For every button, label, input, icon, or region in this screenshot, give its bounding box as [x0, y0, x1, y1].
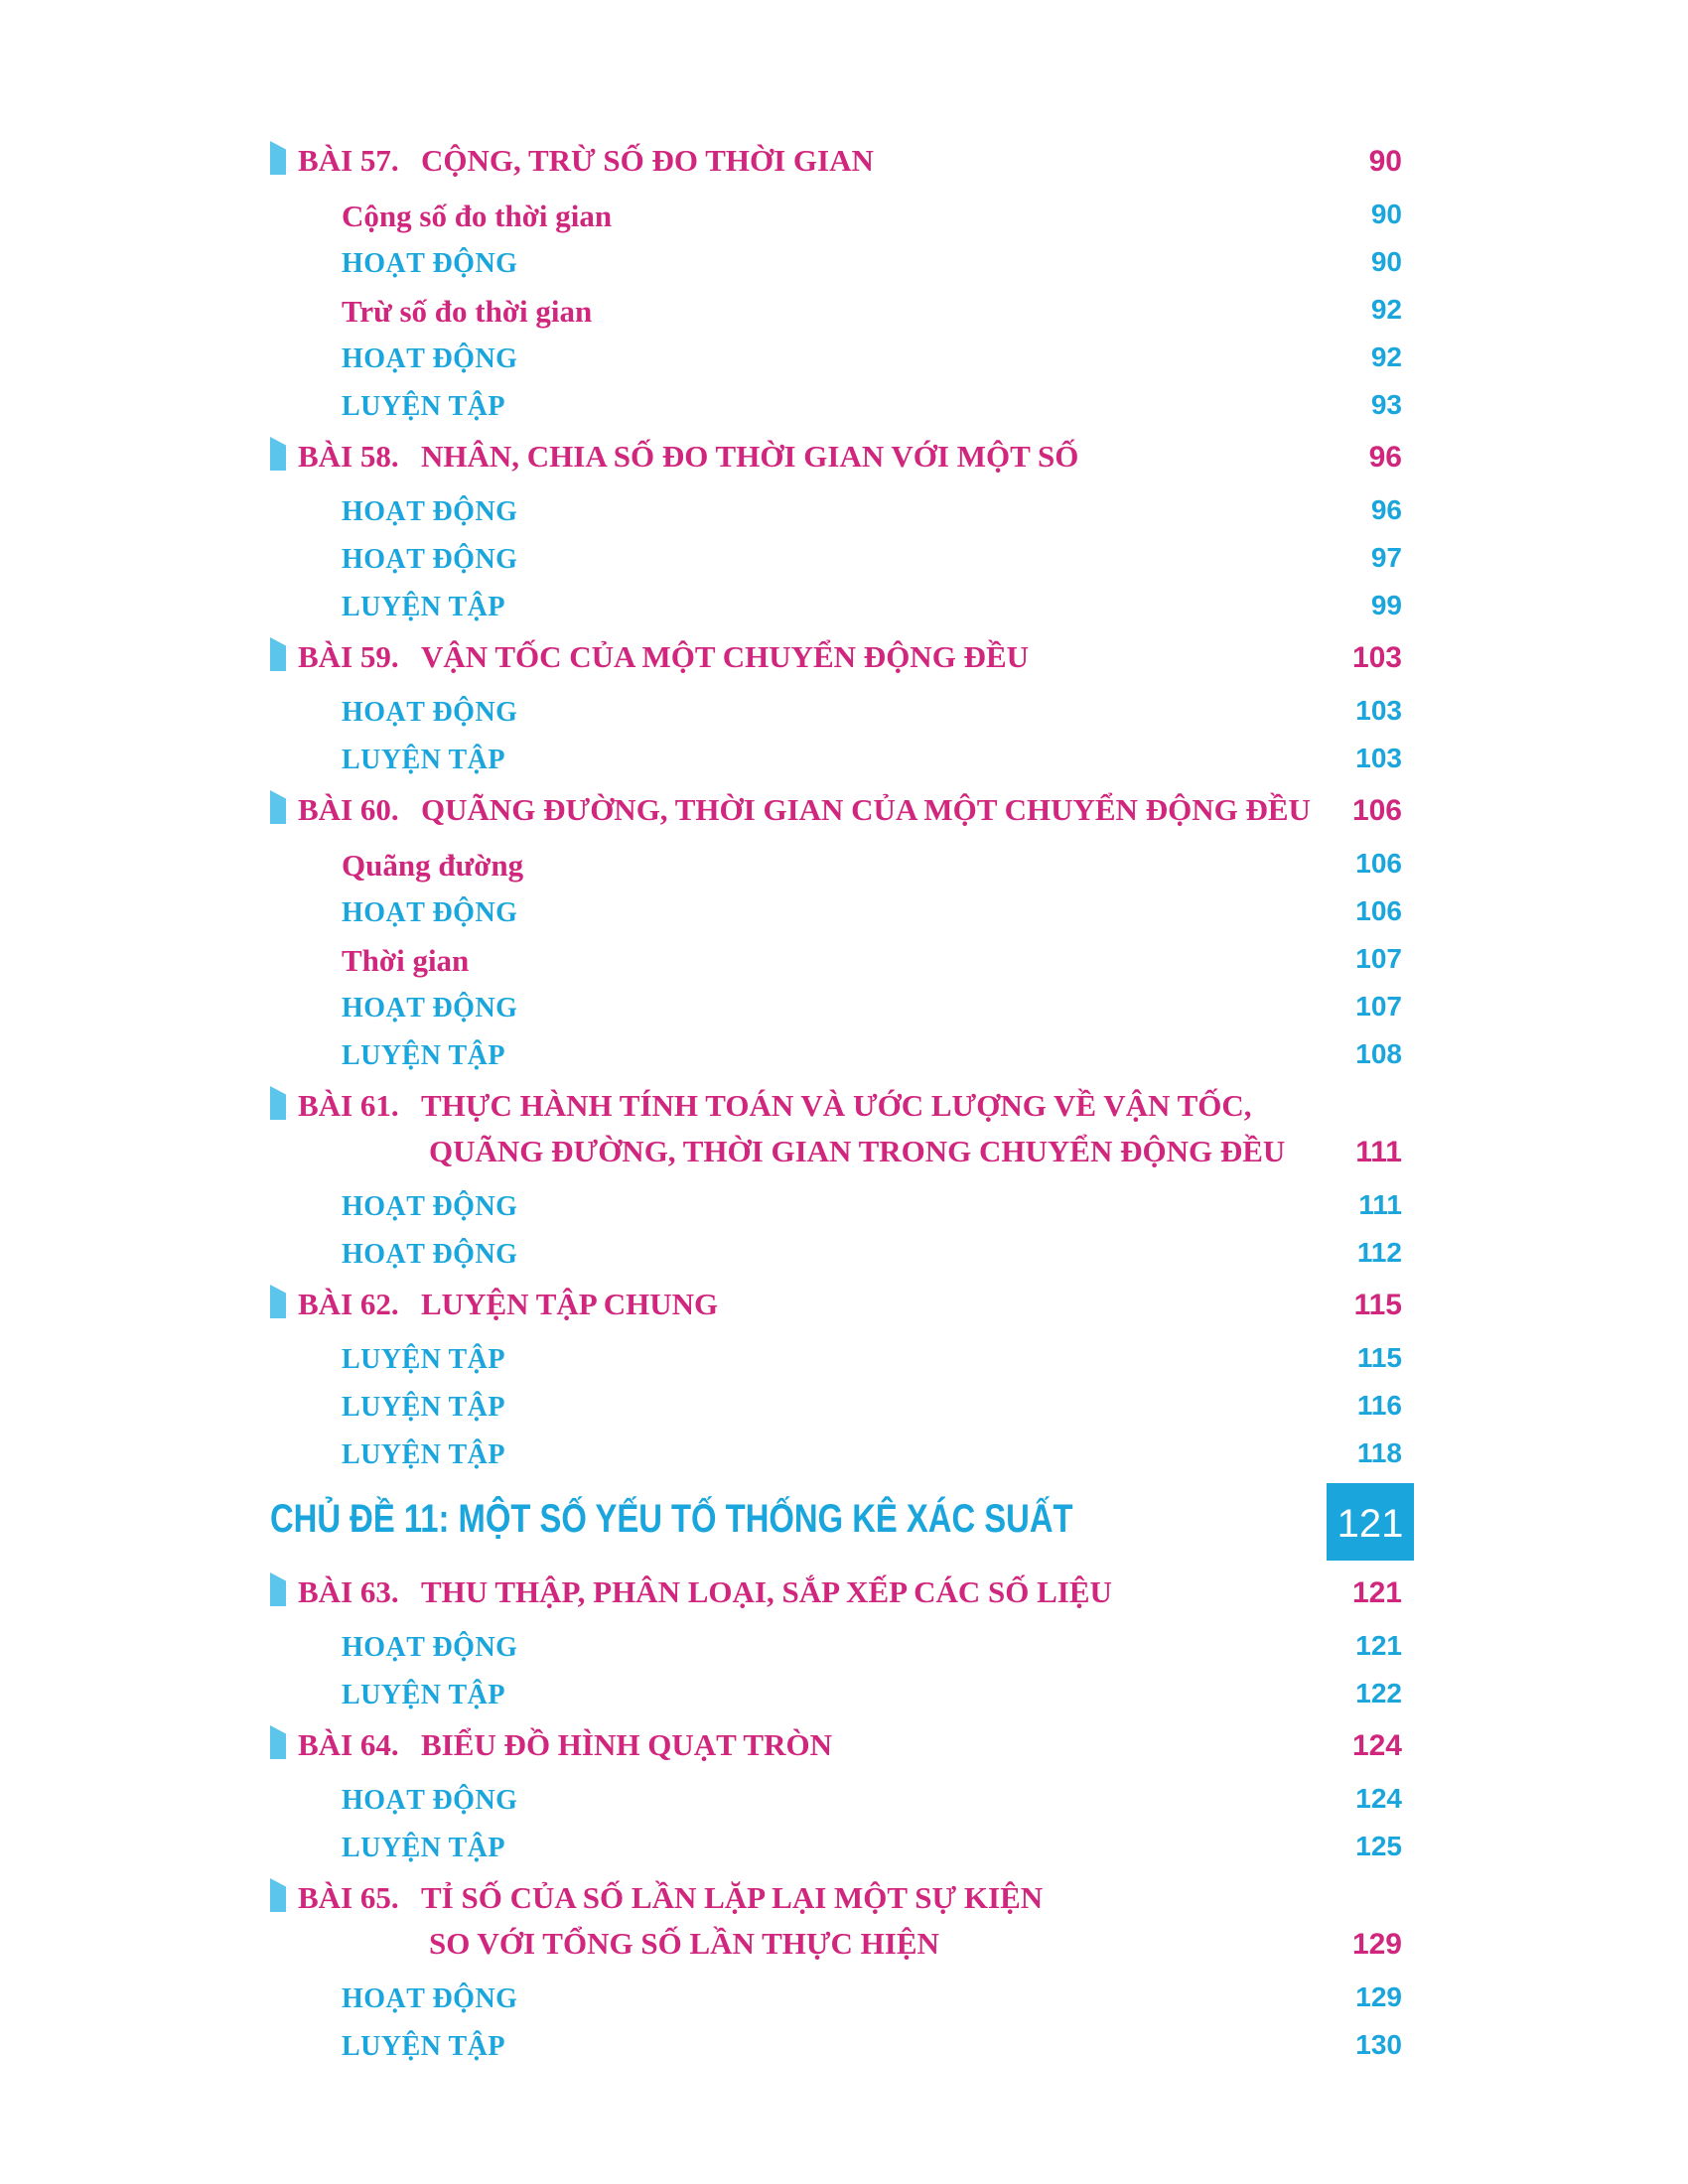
item-page: 122 [1355, 1678, 1402, 1708]
toc-lesson-60[interactable] [270, 784, 1414, 842]
toc-item[interactable] [270, 1432, 1414, 1479]
item-label: LUYỆN TẬP [342, 1680, 506, 1710]
item-label: Cộng số đo thời gian [342, 199, 613, 233]
bookmark-marker-icon [270, 437, 286, 471]
toc-lesson-62[interactable] [270, 1279, 1414, 1336]
toc-item[interactable] [270, 1384, 1414, 1432]
lesson-title: VẬN TỐC CỦA MỘT CHUYỂN ĐỘNG ĐỀU [421, 639, 1030, 674]
item-label: HOẠT ĐỘNG [342, 1632, 518, 1663]
lesson-page: 96 [1368, 441, 1402, 474]
item-label: LUYỆN TẬP [342, 2031, 506, 2062]
toc-item[interactable] [270, 1672, 1414, 1719]
item-page: 121 [1355, 1630, 1402, 1661]
toc-item[interactable] [270, 240, 1414, 288]
toc-item[interactable] [270, 488, 1414, 536]
item-label: HOẠT ĐỘNG [342, 1191, 518, 1222]
item-label: HOẠT ĐỘNG [342, 897, 518, 928]
toc-item[interactable] [270, 1032, 1414, 1080]
item-label: LUYỆN TẬP [342, 1833, 506, 1863]
toc-lesson-64[interactable] [270, 1719, 1414, 1777]
toc-item[interactable] [270, 536, 1414, 584]
lesson-number: BÀI 57. [298, 143, 399, 178]
item-page: 116 [1356, 1390, 1402, 1421]
lesson-number: BÀI 64. [298, 1727, 399, 1762]
bookmark-marker-icon [270, 1878, 286, 1912]
toc-topic-11[interactable] [270, 1483, 1414, 1567]
toc-lesson-57[interactable] [270, 135, 1414, 193]
lesson-number: BÀI 59. [298, 639, 399, 674]
lesson-title: THU THẬP, PHÂN LOẠI, SẮP XẾP CÁC SỐ LIỆU [421, 1574, 1112, 1609]
lesson-page: 121 [1351, 1576, 1402, 1609]
toc-lesson-58[interactable] [270, 431, 1414, 488]
topic-title: CHỦ ĐỀ 11: MỘT SỐ YẾU TỐ THỐNG KÊ XÁC SUẤT [270, 1497, 1073, 1541]
item-page: 129 [1355, 1981, 1402, 2012]
bookmark-marker-icon [270, 637, 286, 671]
toc-item[interactable] [270, 1777, 1414, 1825]
toc-item[interactable] [270, 937, 1414, 985]
item-page: 130 [1355, 2029, 1402, 2060]
toc-item[interactable] [270, 584, 1414, 631]
lesson-page: 115 [1353, 1289, 1402, 1321]
lesson-page: 124 [1351, 1729, 1402, 1762]
item-label: LUYỆN TẬP [342, 1439, 506, 1470]
toc-item[interactable] [270, 1183, 1414, 1231]
item-label: HOẠT ĐỘNG [342, 343, 518, 374]
lesson-title-line2: SO VỚI TỔNG SỐ LẦN THỰC HIỆN [429, 1926, 939, 1961]
toc-item[interactable] [270, 336, 1414, 383]
item-label: HOẠT ĐỘNG [342, 993, 518, 1024]
lesson-title-line1: THỰC HÀNH TÍNH TOÁN VÀ ƯỚC LƯỢNG VỀ VẬN TỐC, [421, 1088, 1252, 1123]
item-label: HOẠT ĐỘNG [342, 248, 518, 279]
item-page: 115 [1356, 1342, 1402, 1373]
toc-item[interactable] [270, 985, 1414, 1032]
toc-item[interactable] [270, 737, 1414, 784]
item-page: 124 [1355, 1783, 1402, 1814]
item-page: 106 [1355, 848, 1402, 879]
bookmark-marker-icon [270, 1285, 286, 1318]
toc-item[interactable] [270, 1336, 1414, 1384]
item-label: LUYỆN TẬP [342, 1344, 506, 1375]
item-page: 107 [1355, 943, 1402, 974]
lesson-page: 111 [1355, 1136, 1402, 1168]
lesson-title: LUYỆN TẬP CHUNG [421, 1287, 719, 1321]
lesson-title-line2: QUÃNG ĐƯỜNG, THỜI GIAN TRONG CHUYỂN ĐỘNG ĐỀU [429, 1134, 1286, 1168]
item-label: Trừ số đo thời gian [342, 294, 593, 329]
table-of-contents [270, 135, 1414, 2071]
lesson-number: BÀI 61. [298, 1088, 399, 1123]
item-page: 96 [1370, 494, 1402, 525]
toc-lesson-59[interactable] [270, 631, 1414, 689]
item-page: 97 [1370, 542, 1402, 573]
toc-lesson-65[interactable] [270, 1872, 1414, 1976]
item-label: HOẠT ĐỘNG [342, 1983, 518, 2014]
item-label: HOẠT ĐỘNG [342, 496, 518, 527]
lesson-page: 90 [1368, 145, 1402, 178]
lesson-page: 129 [1351, 1928, 1402, 1961]
toc-lesson-61[interactable] [270, 1080, 1414, 1183]
item-page: 118 [1356, 1437, 1402, 1468]
toc-item[interactable] [270, 288, 1414, 336]
item-page: 106 [1355, 895, 1402, 926]
toc-item[interactable] [270, 193, 1414, 240]
item-page: 103 [1355, 695, 1402, 726]
toc-item[interactable] [270, 842, 1414, 889]
item-page: 103 [1355, 743, 1402, 773]
topic-page-box: 121 [1327, 1483, 1414, 1561]
item-label: LUYỆN TẬP [342, 391, 506, 422]
toc-item[interactable] [270, 1825, 1414, 1872]
item-label: Thời gian [342, 943, 470, 978]
bookmark-marker-icon [270, 1086, 286, 1120]
item-page: 125 [1355, 1831, 1402, 1861]
item-label: Quãng đường [342, 848, 524, 883]
item-page: 92 [1370, 341, 1402, 372]
item-label: HOẠT ĐỘNG [342, 1239, 518, 1270]
item-label: HOẠT ĐỘNG [342, 544, 518, 575]
bookmark-marker-icon [270, 1725, 286, 1759]
lesson-title-line1: TỈ SỐ CỦA SỐ LẦN LẶP LẠI MỘT SỰ KIỆN [421, 1880, 1044, 1915]
bookmark-marker-icon [270, 790, 286, 824]
toc-item[interactable] [270, 889, 1414, 937]
item-page: 92 [1370, 294, 1402, 325]
item-label: LUYỆN TẬP [342, 1040, 506, 1071]
item-page: 93 [1370, 389, 1402, 420]
lesson-number: BÀI 62. [298, 1287, 399, 1321]
item-page: 90 [1370, 246, 1402, 277]
lesson-title: NHÂN, CHIA SỐ ĐO THỜI GIAN VỚI MỘT SỐ [421, 439, 1079, 474]
toc-item[interactable] [270, 383, 1414, 431]
item-label: HOẠT ĐỘNG [342, 697, 518, 728]
bookmark-marker-icon [270, 1572, 286, 1606]
item-page: 111 [1358, 1189, 1402, 1220]
item-page: 112 [1356, 1237, 1402, 1268]
item-label: LUYỆN TẬP [342, 1392, 506, 1423]
item-page: 90 [1370, 199, 1402, 229]
lesson-title: CỘNG, TRỪ SỐ ĐO THỜI GIAN [421, 143, 874, 178]
toc-item[interactable] [270, 2023, 1414, 2071]
lesson-title: BIỂU ĐỒ HÌNH QUẠT TRÒN [421, 1727, 832, 1762]
lesson-number: BÀI 60. [298, 792, 399, 827]
bookmark-marker-icon [270, 141, 286, 175]
lesson-number: BÀI 58. [298, 439, 399, 474]
lesson-title: QUÃNG ĐƯỜNG, THỜI GIAN CỦA MỘT CHUYỂN ĐỘNG ĐỀU [421, 792, 1311, 827]
item-label: HOẠT ĐỘNG [342, 1785, 518, 1816]
toc-item[interactable] [270, 689, 1414, 737]
toc-lesson-63[interactable] [270, 1567, 1414, 1624]
lesson-number: BÀI 63. [298, 1574, 399, 1609]
lesson-page: 103 [1351, 641, 1402, 674]
item-label: LUYỆN TẬP [342, 592, 506, 622]
toc-item[interactable] [270, 1231, 1414, 1279]
item-page: 99 [1370, 590, 1402, 620]
item-page: 108 [1355, 1038, 1402, 1069]
lesson-number: BÀI 65. [298, 1880, 399, 1915]
toc-item[interactable] [270, 1624, 1414, 1672]
lesson-page: 106 [1351, 794, 1402, 827]
toc-item[interactable] [270, 1976, 1414, 2023]
item-page: 107 [1355, 991, 1402, 1022]
item-label: LUYỆN TẬP [342, 745, 506, 775]
